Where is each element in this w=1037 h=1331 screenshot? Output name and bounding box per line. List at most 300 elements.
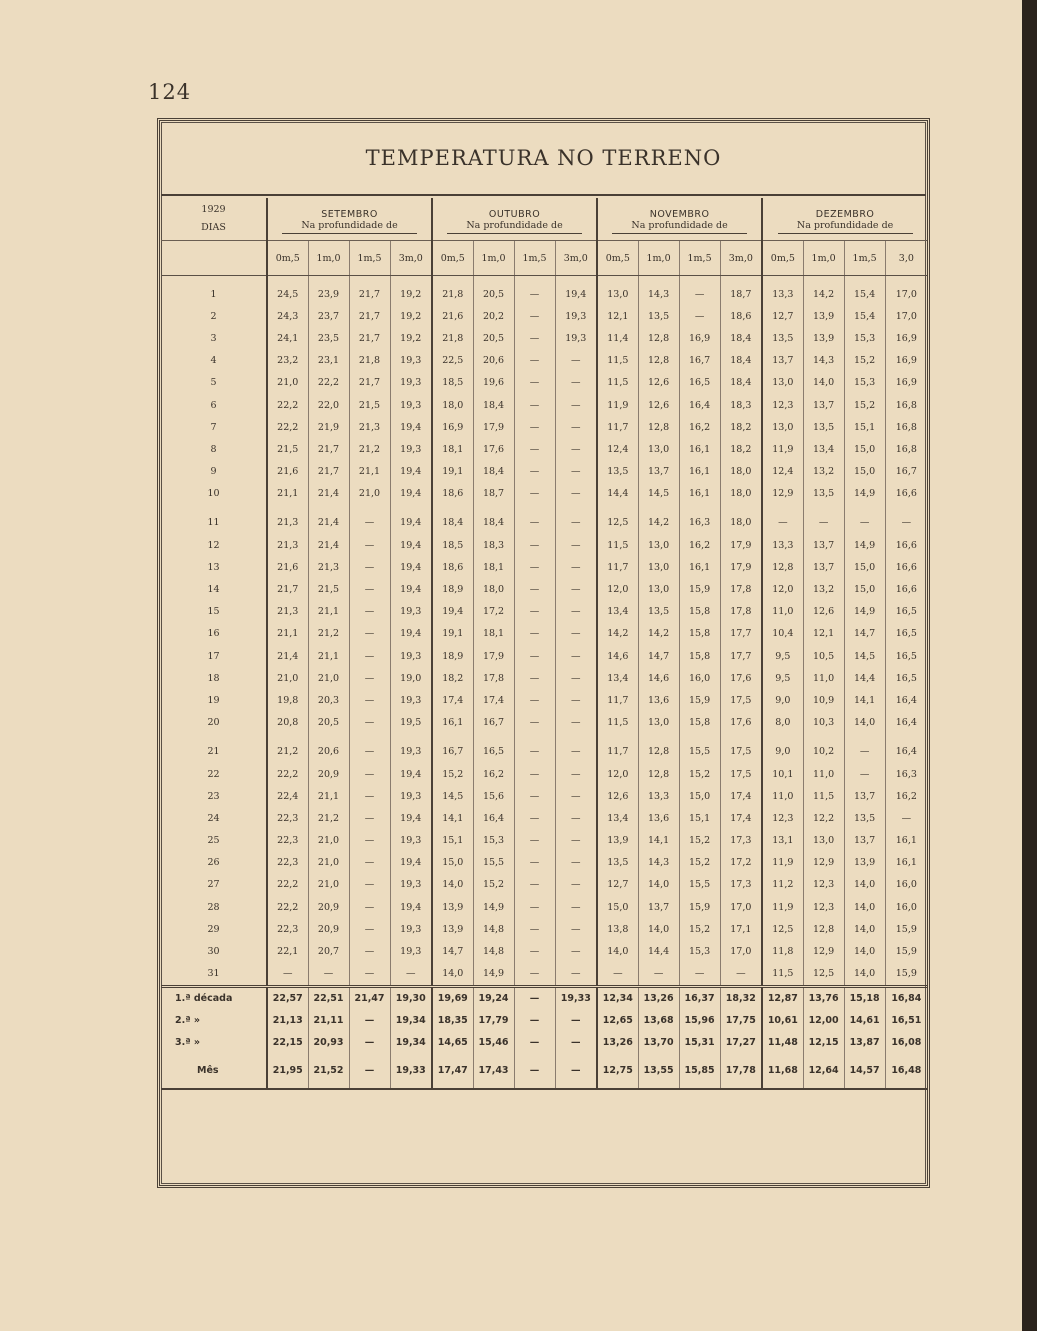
- value-cell: 15,8: [679, 645, 720, 667]
- value-cell: —: [514, 416, 555, 438]
- value-cell: 17,2: [720, 852, 762, 874]
- value-cell: 13,5: [638, 601, 679, 623]
- month-header: DEZEMBRO: [762, 198, 927, 220]
- day-row: [161, 416, 927, 438]
- value-cell: 18,4: [432, 505, 473, 534]
- value-cell: —: [514, 785, 555, 807]
- value-cell: 12,65: [597, 1010, 638, 1032]
- value-cell: 10,1: [762, 763, 803, 785]
- value-cell: 20,9: [308, 918, 349, 940]
- value-cell: 18,4: [473, 394, 514, 416]
- value-cell: 17,3: [720, 830, 762, 852]
- value-cell: 10,4: [762, 623, 803, 645]
- value-cell: 11,5: [597, 372, 638, 394]
- value-cell: 16,4: [885, 689, 927, 711]
- day-number: 12: [207, 539, 220, 551]
- value-cell: 17,9: [473, 645, 514, 667]
- value-cell: 15,96: [679, 1010, 720, 1032]
- value-cell: 21,4: [267, 645, 308, 667]
- month-header: SETEMBRO: [267, 198, 432, 220]
- value-cell: —: [514, 712, 555, 734]
- value-cell: —: [514, 534, 555, 556]
- value-cell: 12,64: [803, 1054, 844, 1089]
- value-cell: 19,3: [390, 830, 432, 852]
- value-cell: 16,3: [885, 763, 927, 785]
- value-cell: 21,6: [267, 556, 308, 578]
- depth-header: 1m,5: [844, 241, 885, 276]
- value-cell: 19,30: [390, 986, 432, 1010]
- value-cell: 19,4: [390, 461, 432, 483]
- value-cell: —: [555, 874, 597, 896]
- value-cell: 19,3: [390, 918, 432, 940]
- value-cell: 20,8: [267, 712, 308, 734]
- day-number: 1: [210, 288, 217, 300]
- value-cell: 16,9: [432, 416, 473, 438]
- value-cell: —: [555, 578, 597, 600]
- value-cell: 16,2: [679, 534, 720, 556]
- depth-caption: Na profundidade de: [762, 220, 927, 241]
- value-cell: 10,2: [803, 734, 844, 763]
- value-cell: —: [349, 852, 390, 874]
- value-cell: 10,5: [803, 645, 844, 667]
- value-cell: —: [514, 623, 555, 645]
- day-row: [161, 556, 927, 578]
- value-cell: 19,4: [390, 763, 432, 785]
- value-cell: —: [514, 807, 555, 829]
- value-cell: 16,1: [679, 556, 720, 578]
- value-cell: 13,5: [803, 416, 844, 438]
- value-cell: —: [638, 963, 679, 987]
- value-cell: 15,3: [844, 372, 885, 394]
- value-cell: 13,7: [844, 785, 885, 807]
- value-cell: —: [555, 830, 597, 852]
- value-cell: 21,6: [432, 305, 473, 327]
- value-cell: 19,4: [390, 807, 432, 829]
- value-cell: 17,8: [473, 667, 514, 689]
- value-cell: 13,2: [803, 461, 844, 483]
- value-cell: 17,0: [720, 896, 762, 918]
- value-cell: 14,1: [844, 689, 885, 711]
- value-cell: 20,7: [308, 940, 349, 962]
- value-cell: 17,6: [473, 438, 514, 460]
- value-cell: 12,6: [803, 601, 844, 623]
- value-cell: 19,3: [390, 394, 432, 416]
- value-cell: 21,9: [308, 416, 349, 438]
- value-cell: 21,3: [267, 601, 308, 623]
- value-cell: 19,5: [390, 712, 432, 734]
- value-cell: 19,4: [390, 534, 432, 556]
- value-cell: 19,3: [390, 350, 432, 372]
- value-cell: 15,9: [885, 963, 927, 987]
- value-cell: 19,3: [390, 734, 432, 763]
- value-cell: 17,43: [473, 1054, 514, 1089]
- day-number: 5: [210, 377, 217, 389]
- value-cell: —: [514, 350, 555, 372]
- value-cell: 14,4: [844, 667, 885, 689]
- value-cell: 12,5: [597, 505, 638, 534]
- value-cell: 17,4: [720, 785, 762, 807]
- value-cell: 20,5: [473, 327, 514, 349]
- value-cell: —: [514, 578, 555, 600]
- value-cell: 14,7: [638, 645, 679, 667]
- value-cell: 21,8: [349, 350, 390, 372]
- value-cell: 19,3: [555, 305, 597, 327]
- value-cell: 16,9: [885, 372, 927, 394]
- value-cell: —: [555, 645, 597, 667]
- value-cell: 22,1: [267, 940, 308, 962]
- value-cell: 12,8: [762, 556, 803, 578]
- value-cell: 15,6: [473, 785, 514, 807]
- value-cell: 14,0: [597, 940, 638, 962]
- value-cell: 24,1: [267, 327, 308, 349]
- day-number: 27: [207, 879, 220, 891]
- value-cell: 21,1: [349, 461, 390, 483]
- value-cell: 14,0: [844, 963, 885, 987]
- value-cell: 11,5: [803, 785, 844, 807]
- value-cell: —: [349, 807, 390, 829]
- value-cell: 9,5: [762, 667, 803, 689]
- value-cell: 18,0: [473, 578, 514, 600]
- value-cell: 12,9: [803, 940, 844, 962]
- value-cell: 11,2: [762, 874, 803, 896]
- value-cell: 14,1: [432, 807, 473, 829]
- value-cell: 17,0: [720, 940, 762, 962]
- value-cell: 21,3: [267, 505, 308, 534]
- value-cell: 20,6: [473, 350, 514, 372]
- value-cell: 12,8: [638, 416, 679, 438]
- depth-header: 1m,5: [349, 241, 390, 276]
- value-cell: 16,5: [885, 645, 927, 667]
- day-row: [161, 372, 927, 394]
- value-cell: 16,4: [885, 712, 927, 734]
- value-cell: 21,2: [308, 623, 349, 645]
- value-cell: 18,5: [432, 534, 473, 556]
- value-cell: 19,3: [390, 601, 432, 623]
- value-cell: 12,87: [762, 986, 803, 1010]
- value-cell: 18,4: [720, 350, 762, 372]
- day-number: 13: [207, 561, 220, 573]
- summary-label: 3.ª »: [175, 1037, 201, 1049]
- value-cell: —: [555, 416, 597, 438]
- day-number: 8: [210, 443, 217, 455]
- value-cell: 13,0: [638, 578, 679, 600]
- value-cell: 18,1: [473, 556, 514, 578]
- year-label: 1929: [201, 204, 226, 215]
- day-row: [161, 438, 927, 460]
- value-cell: 22,3: [267, 852, 308, 874]
- value-cell: 19,3: [390, 940, 432, 962]
- value-cell: 21,0: [349, 483, 390, 505]
- day-number: 6: [210, 399, 217, 411]
- value-cell: 22,3: [267, 918, 308, 940]
- value-cell: 12,5: [803, 963, 844, 987]
- value-cell: 21,11: [308, 1010, 349, 1032]
- value-cell: 21,6: [267, 461, 308, 483]
- value-cell: 19,3: [555, 327, 597, 349]
- value-cell: 13,0: [597, 276, 638, 306]
- value-cell: 15,9: [679, 689, 720, 711]
- day-number: 19: [207, 694, 220, 706]
- day-row: [161, 534, 927, 556]
- value-cell: 18,1: [432, 438, 473, 460]
- value-cell: 22,4: [267, 785, 308, 807]
- day-number: 11: [207, 517, 220, 529]
- value-cell: 18,2: [720, 438, 762, 460]
- value-cell: 13,0: [638, 712, 679, 734]
- day-row: [161, 734, 927, 763]
- day-row: [161, 461, 927, 483]
- value-cell: 11,0: [803, 763, 844, 785]
- value-cell: 18,6: [720, 305, 762, 327]
- value-cell: 11,9: [762, 852, 803, 874]
- value-cell: 11,68: [762, 1054, 803, 1089]
- value-cell: 22,51: [308, 986, 349, 1010]
- value-cell: 13,55: [638, 1054, 679, 1089]
- value-cell: 13,4: [597, 601, 638, 623]
- value-cell: 13,7: [762, 350, 803, 372]
- value-cell: 21,4: [308, 505, 349, 534]
- value-cell: 14,0: [844, 712, 885, 734]
- value-cell: 13,0: [638, 438, 679, 460]
- value-cell: 16,8: [885, 416, 927, 438]
- value-cell: 12,1: [803, 623, 844, 645]
- value-cell: 18,6: [432, 556, 473, 578]
- day-row: [161, 830, 927, 852]
- value-cell: —: [555, 667, 597, 689]
- value-cell: 13,7: [803, 556, 844, 578]
- value-cell: 14,0: [844, 918, 885, 940]
- value-cell: 15,2: [844, 350, 885, 372]
- value-cell: —: [349, 689, 390, 711]
- value-cell: 19,0: [390, 667, 432, 689]
- value-cell: —: [555, 918, 597, 940]
- value-cell: 15,9: [885, 918, 927, 940]
- value-cell: 16,37: [679, 986, 720, 1010]
- value-cell: 15,46: [473, 1032, 514, 1054]
- value-cell: 23,9: [308, 276, 349, 306]
- value-cell: 13,7: [844, 830, 885, 852]
- value-cell: —: [555, 350, 597, 372]
- value-cell: 17,7: [720, 623, 762, 645]
- value-cell: 11,9: [762, 896, 803, 918]
- value-cell: 15,2: [679, 830, 720, 852]
- depth-header: 0m,5: [432, 241, 473, 276]
- value-cell: 13,7: [638, 896, 679, 918]
- value-cell: 17,1: [720, 918, 762, 940]
- day-row: [161, 305, 927, 327]
- value-cell: —: [349, 940, 390, 962]
- value-cell: 13,5: [844, 807, 885, 829]
- day-number: 31: [207, 968, 220, 980]
- value-cell: 13,7: [638, 461, 679, 483]
- value-cell: 12,1: [597, 305, 638, 327]
- value-cell: 13,26: [638, 986, 679, 1010]
- value-cell: 11,7: [597, 689, 638, 711]
- value-cell: —: [555, 734, 597, 763]
- value-cell: 21,3: [308, 556, 349, 578]
- summary-row: [161, 1032, 927, 1054]
- value-cell: 15,0: [432, 852, 473, 874]
- value-cell: 13,70: [638, 1032, 679, 1054]
- day-row: [161, 918, 927, 940]
- value-cell: —: [514, 1032, 555, 1054]
- value-cell: 21,0: [308, 852, 349, 874]
- day-row: [161, 667, 927, 689]
- value-cell: —: [514, 689, 555, 711]
- value-cell: 15,0: [597, 896, 638, 918]
- value-cell: 15,18: [844, 986, 885, 1010]
- value-cell: 14,4: [597, 483, 638, 505]
- value-cell: 13,0: [638, 556, 679, 578]
- value-cell: 15,2: [473, 874, 514, 896]
- day-number: 21: [207, 746, 220, 758]
- value-cell: 11,7: [597, 734, 638, 763]
- value-cell: 19,3: [390, 785, 432, 807]
- value-cell: 12,9: [762, 483, 803, 505]
- value-cell: —: [885, 505, 927, 534]
- day-number: 14: [207, 584, 220, 596]
- value-cell: —: [349, 623, 390, 645]
- day-number: 17: [207, 650, 220, 662]
- value-cell: 19,3: [390, 874, 432, 896]
- value-cell: 21,4: [308, 534, 349, 556]
- value-cell: 21,4: [308, 483, 349, 505]
- value-cell: 21,7: [349, 372, 390, 394]
- value-cell: 12,3: [803, 896, 844, 918]
- value-cell: 12,0: [597, 578, 638, 600]
- value-cell: 24,5: [267, 276, 308, 306]
- value-cell: —: [555, 689, 597, 711]
- value-cell: —: [514, 667, 555, 689]
- value-cell: 18,9: [432, 645, 473, 667]
- value-cell: 22,15: [267, 1032, 308, 1054]
- summary-label: 1.ª década: [161, 986, 267, 1010]
- value-cell: 18,32: [720, 986, 762, 1010]
- value-cell: 12,3: [762, 807, 803, 829]
- value-cell: 16,8: [885, 394, 927, 416]
- value-cell: 17,8: [720, 601, 762, 623]
- value-cell: —: [514, 963, 555, 987]
- value-cell: —: [349, 534, 390, 556]
- value-cell: —: [679, 276, 720, 306]
- value-cell: 13,68: [638, 1010, 679, 1032]
- value-cell: 11,9: [597, 394, 638, 416]
- value-cell: 13,5: [803, 483, 844, 505]
- value-cell: 18,0: [720, 505, 762, 534]
- value-cell: 14,65: [432, 1032, 473, 1054]
- value-cell: 18,7: [720, 276, 762, 306]
- depth-header: 3m,0: [390, 241, 432, 276]
- value-cell: 11,0: [762, 601, 803, 623]
- value-cell: 15,4: [844, 276, 885, 306]
- value-cell: 17,3: [720, 874, 762, 896]
- value-cell: 14,5: [638, 483, 679, 505]
- day-row: [161, 963, 927, 987]
- value-cell: 14,2: [638, 505, 679, 534]
- value-cell: 21,1: [308, 785, 349, 807]
- value-cell: 12,8: [638, 763, 679, 785]
- value-cell: 16,51: [885, 1010, 927, 1032]
- value-cell: —: [349, 578, 390, 600]
- value-cell: 14,0: [638, 918, 679, 940]
- value-cell: 15,0: [844, 461, 885, 483]
- value-cell: —: [514, 734, 555, 763]
- value-cell: —: [514, 918, 555, 940]
- day-number: 10: [207, 488, 220, 500]
- value-cell: 21,13: [267, 1010, 308, 1032]
- value-cell: 19,69: [432, 986, 473, 1010]
- day-number: 3: [210, 332, 217, 344]
- value-cell: —: [514, 276, 555, 306]
- value-cell: 17,0: [885, 305, 927, 327]
- value-cell: 15,5: [679, 874, 720, 896]
- closing-band-cell: [161, 1089, 927, 1132]
- value-cell: —: [803, 505, 844, 534]
- temperature-table: [161, 198, 927, 1132]
- day-row: [161, 807, 927, 829]
- value-cell: 21,1: [308, 645, 349, 667]
- value-cell: 20,9: [308, 896, 349, 918]
- value-cell: 12,9: [803, 852, 844, 874]
- value-cell: —: [514, 852, 555, 874]
- depth-caption: Na profundidade de: [597, 220, 762, 241]
- value-cell: 14,9: [473, 896, 514, 918]
- value-cell: 11,7: [597, 556, 638, 578]
- value-cell: 8,0: [762, 712, 803, 734]
- value-cell: 19,33: [555, 986, 597, 1010]
- value-cell: 14,57: [844, 1054, 885, 1089]
- value-cell: 11,0: [762, 785, 803, 807]
- value-cell: 12,4: [762, 461, 803, 483]
- value-cell: 12,15: [803, 1032, 844, 1054]
- month-summary-row: [161, 1054, 927, 1089]
- value-cell: —: [514, 556, 555, 578]
- value-cell: 15,85: [679, 1054, 720, 1089]
- value-cell: 13,2: [803, 578, 844, 600]
- value-cell: 16,7: [679, 350, 720, 372]
- value-cell: 17,5: [720, 689, 762, 711]
- value-cell: 16,48: [885, 1054, 927, 1089]
- value-cell: 16,08: [885, 1032, 927, 1054]
- value-cell: 21,2: [308, 807, 349, 829]
- value-cell: 18,0: [720, 461, 762, 483]
- value-cell: 11,4: [597, 327, 638, 349]
- value-cell: 15,9: [679, 896, 720, 918]
- value-cell: —: [514, 305, 555, 327]
- value-cell: 13,8: [597, 918, 638, 940]
- value-cell: 13,0: [762, 416, 803, 438]
- value-cell: 15,9: [885, 940, 927, 962]
- value-cell: 20,9: [308, 763, 349, 785]
- value-cell: 11,7: [597, 416, 638, 438]
- value-cell: 19,2: [390, 305, 432, 327]
- value-cell: 18,3: [720, 394, 762, 416]
- value-cell: 16,0: [885, 896, 927, 918]
- value-cell: —: [349, 1010, 390, 1032]
- value-cell: —: [514, 372, 555, 394]
- value-cell: 17,78: [720, 1054, 762, 1089]
- day-number: 28: [207, 901, 220, 913]
- day-row: [161, 852, 927, 874]
- day-number: 22: [207, 768, 220, 780]
- value-cell: 17,6: [720, 712, 762, 734]
- depth-header: 3,0: [885, 241, 927, 276]
- value-cell: 12,7: [762, 305, 803, 327]
- value-cell: —: [555, 394, 597, 416]
- value-cell: —: [844, 734, 885, 763]
- value-cell: 19,2: [390, 276, 432, 306]
- value-cell: 12,5: [762, 918, 803, 940]
